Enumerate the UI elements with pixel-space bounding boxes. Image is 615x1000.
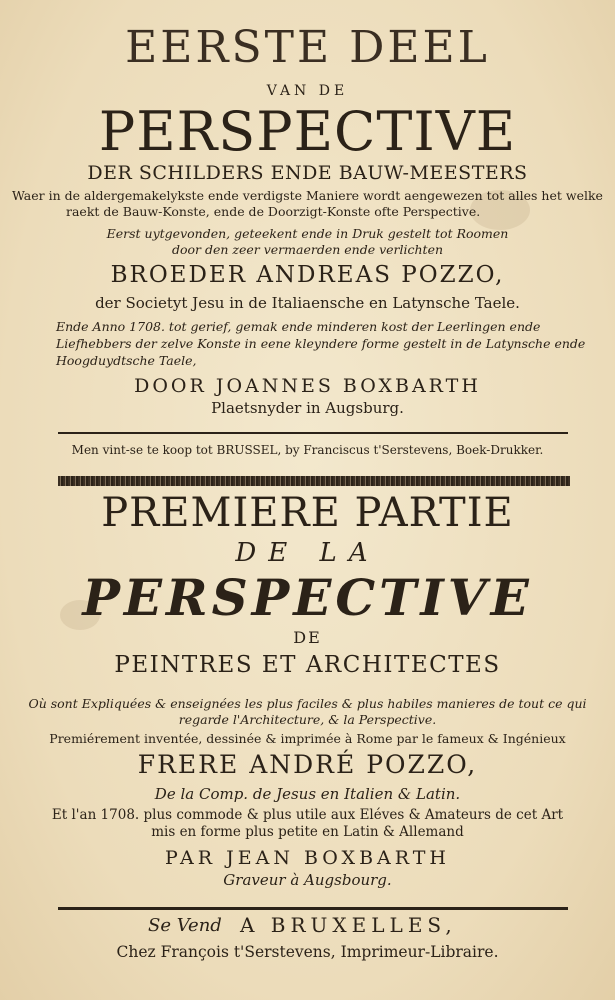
divider-rule (58, 907, 568, 910)
dutch-invention-line2: door den zeer vermaerden ende verlichten (171, 242, 444, 257)
dutch-description-line2: raekt de Bauw-Konste, ende de Doorzigt-Konste ofte Perspective. (66, 204, 481, 219)
dutch-subtitle: DER SCHILDERS ENDE BAUW-MEESTERS (87, 162, 528, 184)
french-author: FRERE ANDRÉ POZZO, (137, 750, 478, 779)
french-invention: Premiérement inventée, dessinée & imprimée à Rome par le fameux & Ingénieux (49, 731, 566, 746)
french-engraver-place: Graveur à Augsbourg. (223, 871, 392, 889)
french-engraver: PAR JEAN BOXBARTH (165, 847, 450, 869)
french-title-peintres: PEINTRES ET ARCHITECTES (114, 652, 501, 678)
dutch-society: der Societyt Jesu in de Italiaensche en Latynsche Taele. (95, 294, 520, 312)
french-title-de-la: DE LA (235, 538, 380, 568)
french-title-premiere-partie: PREMIERE PARTIE (101, 490, 514, 536)
french-year-line2: mis en forme plus petite en Latin & Allemand (151, 824, 464, 840)
dutch-anno-line3: Hoogduydtsche Taele, (56, 353, 197, 368)
dutch-title-perspective: PERSPECTIVE (98, 100, 517, 163)
french-title-de: DE (293, 628, 322, 647)
french-description-line2: regarde l'Architecture, & la Perspective. (178, 712, 437, 727)
dutch-engraver: DOOR JOANNES BOXBARTH (134, 375, 481, 397)
ornamental-band (58, 476, 570, 486)
dutch-engraver-place: Plaetsnyder in Augsburg. (211, 399, 404, 417)
french-sale-se-vend: Se Vend (148, 915, 222, 936)
dutch-invention-line1: Eerst uytgevonden, geteekent ende in Druk gestelt tot Roomen (106, 226, 509, 241)
divider-rule (58, 432, 568, 434)
dutch-description-line1: Waer in de aldergemakelykste ende verdigste Maniere wordt aengewezen tot alles het welke (12, 188, 603, 203)
french-sale-bruxelles: A BRUXELLES, (240, 913, 457, 937)
dutch-author: BROEDER ANDREAS POZZO, (110, 262, 505, 288)
french-description-line1: Où sont Expliquées & enseignées les plus faciles & plus habiles manieres de tout ce qui (28, 696, 587, 711)
dutch-anno-line1: Ende Anno 1708. tot gerief, gemak ende minderen kost der Leerlingen ende (56, 319, 541, 334)
dutch-anno-line2: Liefhebbers der zelve Konste in eene kleyndere forme gestelt in de Latynsche ende (56, 336, 586, 351)
dutch-title-van-de: VAN DE (266, 83, 349, 99)
french-year-line1: Et l'an 1708. plus commode & plus utile aux Eléves & Amateurs de cet Art (51, 807, 564, 823)
french-company: De la Comp. de Jesus en Italien & Latin. (154, 785, 461, 803)
french-title-perspective: PERSPECTIVE (82, 568, 533, 627)
dutch-title-eerste-deel: EERSTE DEEL (125, 22, 490, 73)
french-sale-printer: Chez François t'Serstevens, Imprimeur-Libraire. (116, 943, 499, 961)
dutch-sale-line: Men vint-se te koop tot BRUSSEL, by Franciscus t'Serstevens, Boek-Drukker. (71, 443, 544, 457)
